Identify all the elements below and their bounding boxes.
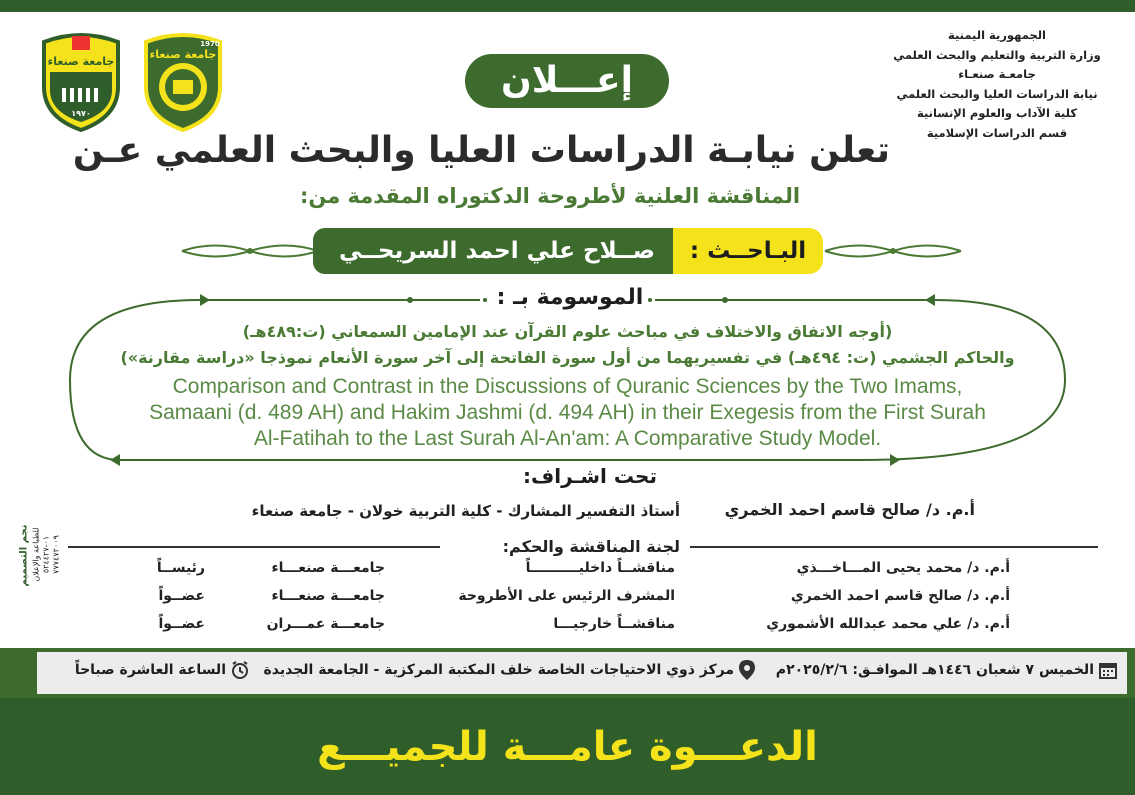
event-location: مركز ذوي الاحتياجات الخاصة خلف المكتبة المركزية - الجامعة الجديدة — [263, 662, 734, 678]
logo-year: 1970 — [200, 40, 220, 48]
member-university: جامعـــة صنعـــاء — [271, 560, 385, 576]
member-name: أ.م. د/ صالح قاسم احمد الخمري — [790, 588, 1010, 604]
committee-row — [130, 588, 1010, 612]
designer-credit — [4, 490, 61, 630]
supervisor-affiliation: أستاذ التفسير المشارك - كلية التربية خولان - جامعة صنعاء — [251, 502, 680, 520]
thesis-title-ar-line: والحاكم الجشمي (ت: ٤٩٤هـ) في تفسيريهما من أول سورة الفاتحة إلى آخر سورة الأنعام نموذجا «دراسة مقارنة») — [120, 348, 1015, 367]
credit-line: ٧٧٧٤٧٢٠٠٩ — [51, 535, 61, 574]
member-role: مناقشــاً خارجيـــا — [553, 616, 675, 632]
member-position: عضــواً — [158, 616, 205, 632]
titled-label: الموسومة بـ : — [496, 285, 644, 310]
ornament-left — [180, 238, 320, 264]
divider — [690, 546, 1098, 548]
credit-line: نجم التصميم — [18, 524, 30, 587]
committee-title: لجنة المناقشة والحكم: — [502, 537, 680, 556]
member-university: جامعـــة عمـــران — [266, 616, 385, 632]
credit-line: ٠١-٥٢٤٤٢٧ — [41, 535, 51, 574]
supervision-label: تحت اشـراف: — [523, 464, 657, 488]
thesis-title-en — [80, 374, 1055, 452]
logo-text: جامعة صنعاء — [47, 55, 115, 68]
thesis-title-ar-line: (أوجه الاتفاق والاختلاف في مباحث علوم القرآن عند الإمامين السمعاني (ت:٤٨٩هـ) — [242, 322, 893, 341]
committee-list — [130, 560, 1010, 640]
alarm-clock-icon — [230, 660, 250, 680]
thesis-title-en-line: Comparison and Contrast in the Discussions of Quranic Sciences by the Two Imams, — [172, 375, 963, 398]
header-line: وزارة التربية والتعليم والبحث العلمي — [893, 47, 1101, 62]
university-seal-logo — [140, 32, 226, 132]
committee-row — [130, 616, 1010, 640]
header-line: قسم الدراسات الإسلامية — [926, 125, 1068, 140]
calendar-icon — [1098, 660, 1118, 680]
logo-year: ١٩٧٠ — [71, 109, 91, 118]
headline: تعلن نيابـة الدراسات العليا والبحث العلمي عـن — [72, 130, 890, 171]
researcher-label: البـاحــث : — [673, 228, 823, 274]
announcement-badge: إعـــلان — [465, 54, 669, 108]
member-position: عضــواً — [158, 588, 205, 604]
member-university: جامعـــة صنعـــاء — [271, 588, 385, 604]
header-line: جامعـة صنعـاء — [958, 67, 1036, 81]
committee-row — [130, 560, 1010, 584]
member-name: أ.م. د/ محمد يحيى المـــاخـــذي — [796, 560, 1010, 576]
supervisor-name: أ.م. د/ صالح قاسم احمد الخمري — [724, 500, 975, 519]
thesis-title-en-line: Al-Fatihah to the Last Surah Al-An'am: A Comparative Study Model. — [253, 427, 882, 450]
member-name: أ.م. د/ علي محمد عبدالله الأشموري — [766, 616, 1010, 632]
logo-text: جامعة صنعاء — [149, 48, 217, 61]
member-role: مناقشــاً داخليــــــــــاً — [525, 560, 675, 576]
thesis-title-en-line: Samaani (d. 489 AH) and Hakim Jashmi (d. 494 AH) in their Exegesis from the First Surah — [149, 401, 986, 424]
researcher-banner — [313, 228, 823, 274]
researcher-name: صــلاح علي احمد السريحــي — [313, 228, 681, 274]
header-line: كلية الآداب والعلوم الإنسانية — [916, 106, 1078, 120]
credit-line: للطباعة والإعلان — [31, 527, 41, 582]
location-pin-icon — [738, 659, 756, 681]
ornament-right — [823, 238, 963, 264]
invitation-text: الدعـــوة عامـــة للجميـــع — [317, 724, 818, 770]
institution-header — [887, 26, 1107, 143]
header-line: الجمهورية اليمنية — [947, 28, 1046, 42]
event-date: الخميس ٧ شعبان ١٤٤٦هـ الموافـق: ٢٠٢٥/٢/٦م — [775, 662, 1094, 678]
header-line: نيابة الدراسات العليا والبحث العلمي — [896, 86, 1098, 101]
event-time: الساعة العاشرة صباحاً — [74, 662, 226, 678]
member-role: المشرف الرئيس على الأطروحة — [458, 588, 675, 604]
member-position: رئيســاً — [156, 560, 205, 576]
top-bar — [0, 0, 1135, 12]
subheadline: المناقشة العلنية لأطروحة الدكتوراه المقدمة من: — [299, 184, 801, 208]
university-shield-logo — [38, 32, 124, 132]
